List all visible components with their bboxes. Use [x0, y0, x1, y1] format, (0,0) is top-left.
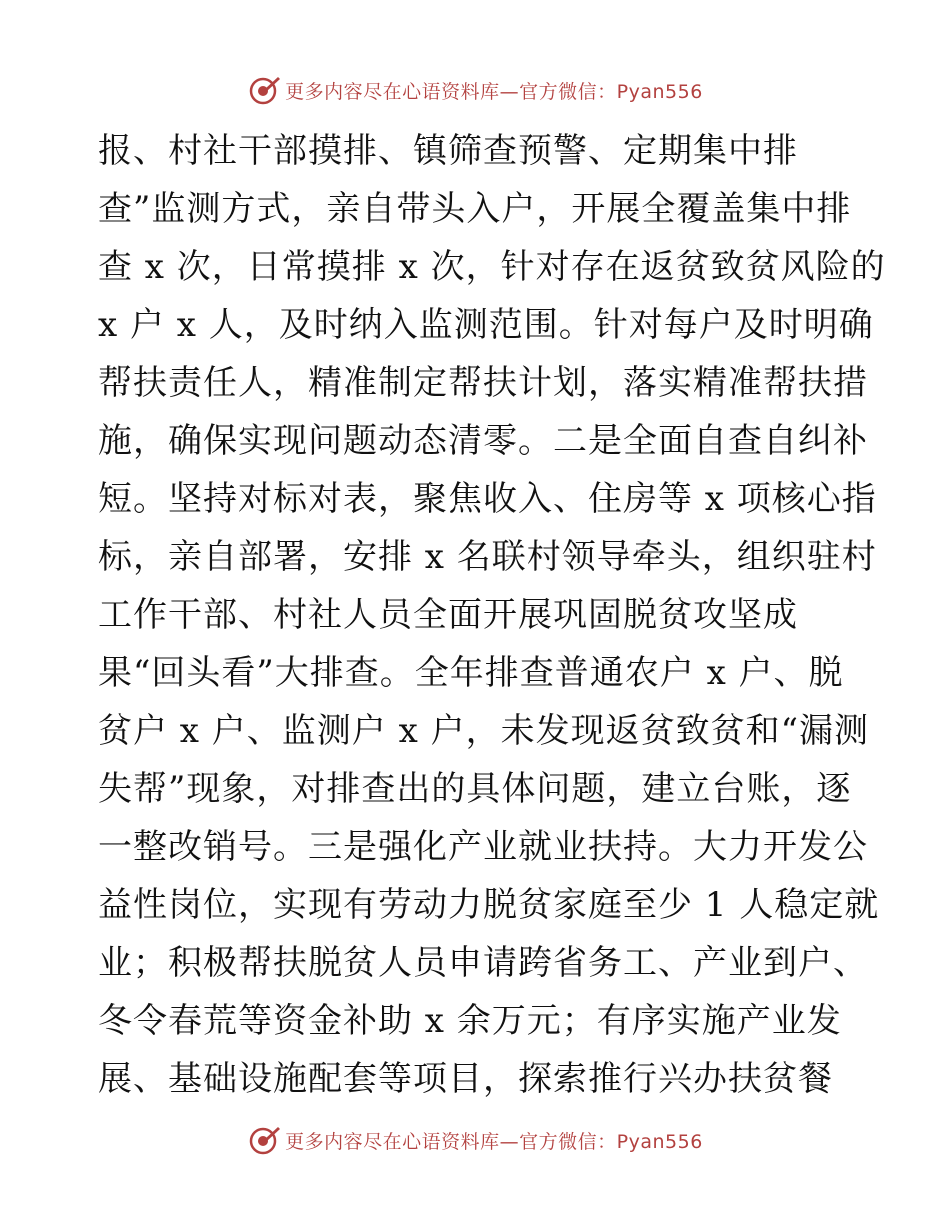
footer-watermark-banner [0, 1120, 950, 1160]
brush-logo-icon [247, 1123, 281, 1157]
text-line: 失帮”现象，对排查出的具体问题，建立台账，逐 [98, 769, 852, 809]
footer-watermark-text: 更多内容尽在心语资料库—官方微信：Pyan556 [285, 1130, 703, 1153]
text-line: 冬令春荒等资金补助 x 余万元；有序实施产业发 [98, 1001, 842, 1041]
header-watermark-banner [0, 70, 950, 110]
text-line: 查 x 次，日常摸排 x 次，针对存在返贫致贫风险的 [98, 247, 886, 287]
text-line: 果“回头看”大排查。全年排查普通农户 x 户、脱 [98, 653, 844, 693]
text-line: 业；积极帮扶脱贫人员申请跨省务工、产业到户、 [98, 943, 868, 983]
text-line: 标，亲自部署，安排 x 名联村领导牵头，组织驻村 [98, 537, 877, 577]
text-line: x 户 x 人，及时纳入监测范围。针对每户及时明确 [98, 305, 874, 345]
text-line: 工作干部、村社人员全面开展巩固脱贫攻坚成 [98, 595, 798, 635]
text-line: 帮扶责任人，精准制定帮扶计划，落实精准帮扶措 [98, 363, 868, 403]
document-body [98, 122, 886, 1108]
text-line: 展、基础设施配套等项目，探索推行兴办扶贫餐 [98, 1059, 833, 1099]
text-line: 一整改销号。三是强化产业就业扶持。大力开发公 [98, 827, 868, 867]
brush-logo-icon [247, 73, 281, 107]
text-line: 益性岗位，实现有劳动力脱贫家庭至少 1 人稳定就 [98, 885, 880, 925]
text-line: 短。坚持对标对表，聚焦收入、住房等 x 项核心指 [98, 479, 877, 519]
header-watermark-text: 更多内容尽在心语资料库—官方微信：Pyan556 [285, 80, 703, 103]
text-line: 施，确保实现问题动态清零。二是全面自查自纠补 [98, 421, 868, 461]
text-line: 报、村社干部摸排、镇筛查预警、定期集中排 [98, 131, 798, 171]
text-line: 查”监测方式，亲自带头入户，开展全覆盖集中排 [98, 189, 852, 229]
text-line: 贫户 x 户、监测户 x 户，未发现返贫致贫和“漏测 [98, 711, 869, 751]
